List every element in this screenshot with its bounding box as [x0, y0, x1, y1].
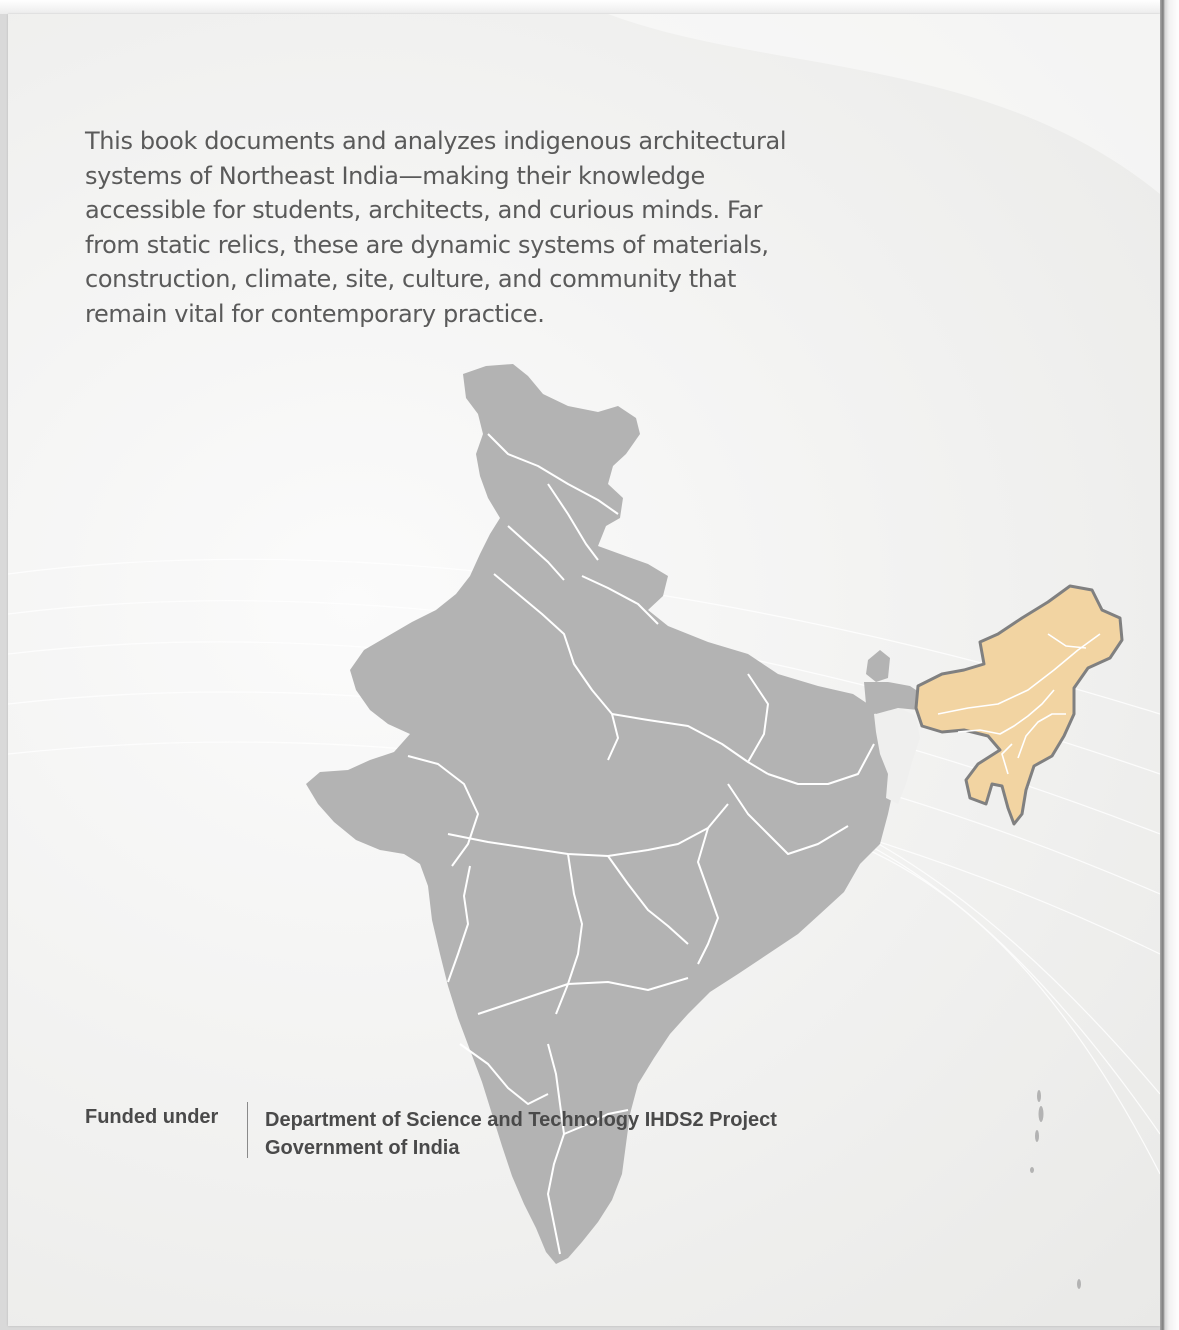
funding-department: Department of Science and Technology IHDS2 Project	[265, 1109, 777, 1131]
book-back-cover	[8, 14, 1160, 1326]
funding-government: Government of India	[265, 1137, 460, 1159]
andaman-nicobar-islands	[1030, 1090, 1081, 1289]
page-top-edge	[0, 0, 1160, 14]
funding-label: Funded under	[85, 1106, 219, 1128]
funding-divider	[247, 1102, 248, 1158]
book-description: This book documents and analyzes indigenous architectural systems of Northeast India—making their knowledge accessible for students, architects, and curious minds. Far from static relics, these are dynamic systems of materials, construction, climate, site, culture, and community that remain vital for contemporary practice.	[85, 127, 787, 328]
northeast-india-region	[916, 586, 1122, 824]
siliguri-corridor	[864, 682, 922, 714]
sikkim-shape	[866, 650, 890, 682]
book-spine-edge	[1160, 0, 1179, 1330]
funding-agency	[265, 1106, 777, 1162]
